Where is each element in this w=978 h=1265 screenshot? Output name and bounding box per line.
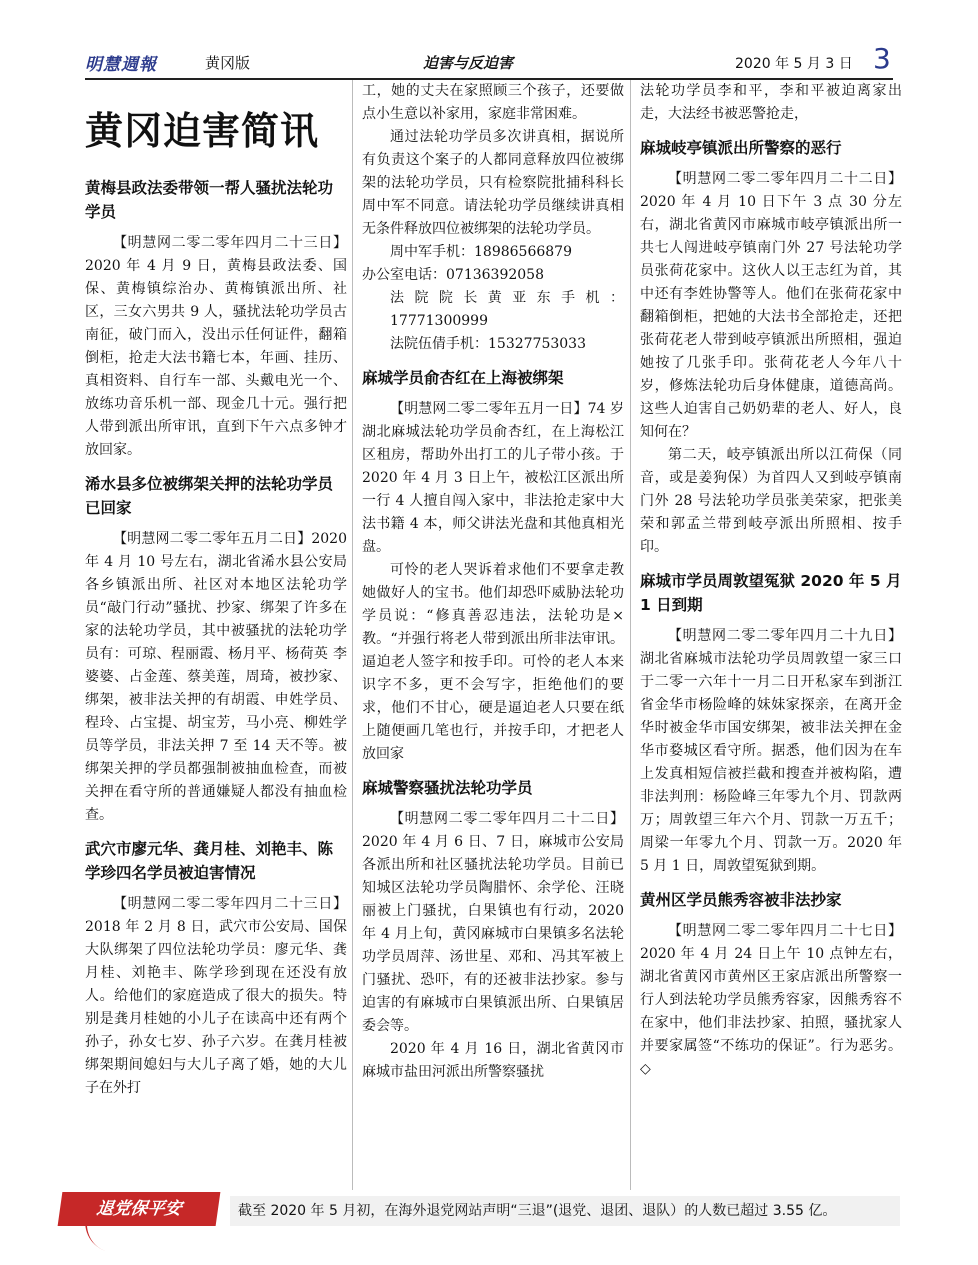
footer-text: 截至 2020 年 5 月初，在海外退党网站声明“三退”(退党、退团、退队）的人数已超过 3.55 亿。 xyxy=(230,1196,900,1226)
contact-line: 法院伍倩手机：15327753033 xyxy=(390,336,586,352)
article-body: 【明慧网二零二零年四月二十二日】2020 年 4 月 10 日下午 3 点 30 分左右，湖北省黄冈市麻城市岐亭镇派出所一共七人闯进岐亭镇南门外 27 号法轮功学员张荷花家中。这伙人以王志红为首，其中还有李姓协警等人。他们在张荷花家中翻箱倒柜，把她的大法书全部抢走，还把张荷花老人带到岐亭镇派出所照相，强迫她按了几张手印。张荷花老人今年八十岁，修炼法轮功后身体健康，道德高尚。这些人迫害自己奶奶辈的老人、好人，良知何在？ xyxy=(640,171,902,440)
article-heading: 麻城岐亭镇派出所警察的恶行 xyxy=(640,139,842,157)
column-3 xyxy=(640,80,902,1081)
footer-badge: 退党保平安 xyxy=(58,1192,221,1226)
article-body: 【明慧网二零二零年四月二十三日】2018 年 2 月 8 日，武穴市公安局、国保大队绑架了四位法轮功学员：廖元华、龚月桂、刘艳丰、陈学珍到现在还没有放人。给他们的家庭造成了很大的损失。特别是龚月桂她的小儿子在读高中还有两个孙子，孙女七岁、孙子六岁。在龚月桂被绑架期间媳妇与大儿子离了婚，她的大儿子在外打 xyxy=(85,896,347,1096)
page-title: 黄冈迫害简讯 xyxy=(85,108,320,153)
contact-line: 周中军手机：18986566879 xyxy=(390,244,572,260)
article-heading: 麻城警察骚扰法轮功学员 xyxy=(362,779,533,797)
article-heading: 黄州区学员熊秀容被非法抄家 xyxy=(640,891,842,909)
column-divider xyxy=(630,80,631,1190)
article-heading: 麻城学员俞杏红在上海被绑架 xyxy=(362,369,564,387)
issue-date: 2020 年 5 月 3 日 xyxy=(735,56,853,72)
article-body: 第二天，岐亭镇派出所以江荷保（同音，或是姜狗保）为首四人又到岐亭镇南门外 28 号法轮功学员张美荣家，把张美荣和郭孟兰带到岐亭派出所照相、按手印。 xyxy=(640,447,902,555)
contact-line: 法院院长黄亚东手机：17771300999 xyxy=(390,290,624,329)
masthead-logo: 明慧週報 xyxy=(85,55,157,75)
article-body: 【明慧网二零二零年五月一日】74 岁湖北麻城法轮功学员俞杏红，在上海松江区租房，帮助外出打工的儿子带小孩。于 2020 年 4 月 3 日上午，被松江区派出所一行 4 人擅自闯入家中，非法抢走家中大法书籍 4 本，师父讲法光盘和其他真相光盘。 xyxy=(362,401,624,555)
article-heading: 麻城市学员周敦望冤狱 2020 年 5 月 1 日到期 xyxy=(640,572,902,614)
article-body: 2020 年 4 月 16 日，湖北省黄冈市麻城市盐田河派出所警察骚扰 xyxy=(362,1041,624,1080)
article-body: 【明慧网二零二零年四月二十九日】湖北省麻城市法轮功学员周敦望一家三口于二零一六年十一月二日开私家车到浙江省金华市杨险峰的妹妹家探亲，在离开金华时被金华市国安绑架，被非法关押在金华市婺城区看守所。据悉，他们因为在车上发真相短信被拦截和搜查并被构陷，遭非法判刑：杨险峰三年零九个月、罚款两万；周敦望三年六个月、罚款一万五千；周梁一年零九个月、罚款一万。2020 年 5 月 1 日，周敦望冤狱到期。 xyxy=(640,628,902,874)
column-2 xyxy=(362,80,624,1084)
article-body: 工，她的丈夫在家照顾三个孩子，还要做点小生意以补家用，家庭非常困难。 xyxy=(362,83,624,122)
footer-banner xyxy=(60,1192,900,1232)
page-header xyxy=(85,42,893,76)
column-1 xyxy=(85,80,347,1100)
contact-line: 办公室电话：07136392058 xyxy=(362,267,544,283)
article-heading: 武穴市廖元华、龚月桂、刘艳丰、陈学珍四名学员被迫害情况 xyxy=(85,840,334,882)
article-body: 通过法轮功学员多次讲真相，据说所有负责这个案子的人都同意释放四位被绑架的法轮功学员，只有检察院批捕科科长周中军不同意。请法轮功学员继续讲真相无条件释放四位被绑架的法轮功学员。 xyxy=(362,129,624,237)
article-body: 【明慧网二零二零年五月二日】2020 年 4 月 10 号左右，湖北省浠水县公安局各乡镇派出所、社区对本地区法轮功学员“敲门行动”骚扰、抄家、绑架了许多在家的法轮功学员，其中被骚扰的法轮功学员有：可琼、程丽霞、杨月平、杨荷英 李婆婆、占金莲、蔡美莲，周琦，被抄家、绑架，被非法关押的有胡霞、申姓学员、程玲、占宝提、胡宝芳，马小亮、柳姓学员等学员，非法关押 7 至 14 天不等。被绑架关押的学员都强制被抽血检查，而被关押在看守所的普通嫌疑人都没有抽血检查。 xyxy=(85,531,347,823)
article-body: 法轮功学员李和平，李和平被迫离家出走，大法经书被恶警抢走， xyxy=(640,83,902,122)
article-body: 【明慧网二零二零年四月二十七日】2020 年 4 月 24 日上午 10 点钟左右，湖北省黄冈市黄州区王家店派出所警察一行人到法轮功学员熊秀容家，因熊秀容不在家中，他们非法抄家、拍照，骚扰家人并要家属签“不练功的保证”。行为恶劣。◇ xyxy=(640,923,902,1077)
article-body: 可怜的老人哭诉着求他们不要拿走教她做好人的宝书。他们却恐吓威胁法轮功学员说：“修真善忍违法，法轮功是×教。“并强行将老人带到派出所非法审讯。逼迫老人签字和按手印。可怜的老人本来识字不多，更不会写字，拒绝他们的要求，他们不甘心，硬是逼迫老人只要在纸上随便画几笔也行，并按手印，才把老人放回家 xyxy=(362,562,624,762)
section-title: 迫害与反迫害 xyxy=(423,54,514,72)
article-heading: 浠水县多位被绑架关押的法轮功学员已回家 xyxy=(85,475,334,517)
edition-label: 黄冈版 xyxy=(205,54,251,72)
column-divider xyxy=(352,80,353,1190)
article-body: 【明慧网二零二零年四月二十二日】2020 年 4 月 6 日、7 日，麻城市公安局各派出所和社区骚扰法轮功学员。目前已知城区法轮功学员陶腊怀、余学伦、汪晓丽被上门骚扰，白果镇也有行动，2020 年 4 月上旬，黄冈麻城市白果镇多名法轮功学员周萍、汤世星、邓和、冯其军被上门骚扰、恐吓，有的还被非法抄家。参与迫害的有麻城市白果镇派出所、白果镇居委会等。 xyxy=(362,811,624,1034)
page-number: 3 xyxy=(873,42,891,75)
article-heading: 黄梅县政法委带领一帮人骚扰法轮功学员 xyxy=(85,179,334,221)
article-body: 【明慧网二零二零年四月二十三日】2020 年 4 月 9 日，黄梅县政法委、国保、黄梅镇综治办、黄梅镇派出所、社区，三女六男共 9 人，骚扰法轮功学员古南征，破门而入，没出示任何证件，翻箱倒柜，抢走大法书籍七本，年画、挂历、真相资料、自行车一部、头戴电光一个、放练功音乐机一部、现金几十元。强行把人带到派出所审讯，直到下午六点多钟才放回家。 xyxy=(85,235,347,458)
